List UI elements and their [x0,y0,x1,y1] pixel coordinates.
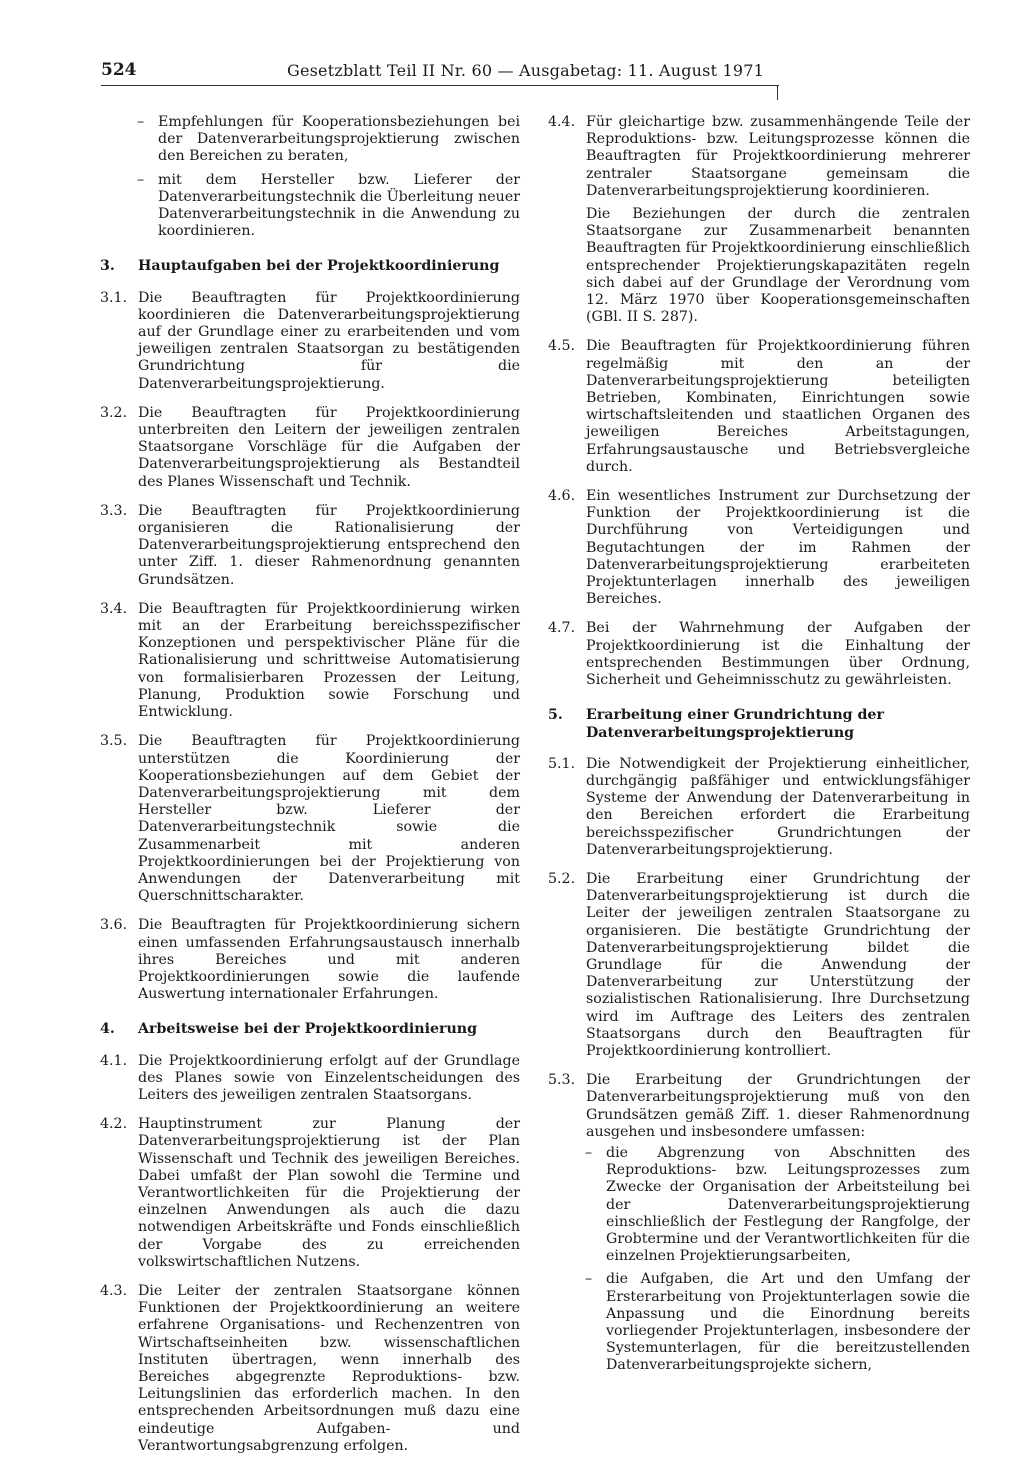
header-rule-tick [777,86,778,100]
page-header [101,60,779,86]
paragraph-text: Die Beauftragten für Projektkoordinierung wirken mit an der Erarbeitung bereichsspezifischer Konzeptionen und perspektivischer Pläne für die Rationalisierung und schrittweise Automatisierung von formalisierbaren Prozessen der Leitung, Planung, Produktion sowie Forschung und Entwicklung. [138,600,520,721]
paragraph-text: Die Notwendigkeit der Projektierung einheitlicher, durchgängig paßfähiger und entwicklungsfähiger Systeme der Anwendung der Datenverarbeitung in den Bereichen erfordert die Erarbeitung bereichsspezifischer Grundrichtungen der Datenverarbeitungsprojektierung. [586,755,970,858]
paragraph-3-5 [100,733,520,905]
paragraph-number: 3.2. [100,404,128,421]
paragraph-text: Für gleichartige bzw. zusammenhängende Teile der Reproduktions- bzw. Leitungsprozesse können die Beauftragten für Projektkoordinierung mehrerer zentraler Staatsorgane gemeinsam die Datenverarbeitungsprojektierung koordinieren. [586,114,970,199]
paragraph-text: Die Beauftragten für Projektkoordinierung unterbreiten den Leitern der jeweiligen zentralen Staatsorgane Vorschläge für die Aufgaben der Datenverarbeitungsprojektierung als Bestandteil des Planes Wissenschaft und Technik. [138,404,520,490]
paragraph-4-7 [548,620,970,689]
paragraph-number: 3.5. [100,733,128,750]
section-heading-4 [100,1021,520,1038]
paragraph-5-1 [548,756,970,859]
paragraph-number: 4.5. [548,338,576,355]
dash-item: – mit dem Hersteller bzw. Lieferer der Datenverarbeitungstechnik die Überleitung neuer Datenverarbeitungstechnik in die Anwendung zu koordinieren. [100,172,520,241]
paragraph-3-6 [100,917,520,1003]
paragraph-text: Die Beauftragten für Projektkoordinierung sichern einen umfassenden Erfahrungsaustausch innerhalb ihres Bereiches und mit anderen Projektkoordinierungen sowie die laufende Auswertung internationaler Erfahrungen. [138,917,520,1003]
paragraph-text: Die Beauftragten für Projektkoordinierung koordinieren die Datenverarbeitungsprojektierung auf der Grundlage einer zu erarbeitenden und vom jeweiligen zentralen Staatsorgan zu bestätigenden Grundrichtung für die Datenverarbeitungsprojektierung. [138,289,520,392]
paragraph-text: Ein wesentliches Instrument zur Durchsetzung der Funktion der Projektkoordinierung ist die Durchführung von Verteidigungen und Begutachtungen der im Rahmen der Datenverarbeitungsprojektierung erarbeiteten Projektunterlagen innerhalb des jeweiligen Bereiches. [586,488,970,608]
paragraph-4-3 [100,1283,520,1455]
dash-item: – die Aufgaben, die Art und den Umfang der Ersterarbeitung von Projektunterlagen sowie die Anpassung und die Einordnung bereits vorliegender Projektunterlagen, insbesondere der Systemunterlagen, für die bereitzustellenden Datenverarbeitungsprojekte sichern, [548,1271,970,1374]
page-number: 524 [101,60,137,80]
paragraph-text: Die Beauftragten für Projektkoordinierung unterstützen die Koordinierung der Kooperationsbeziehungen auf dem Gebiet der Datenverarbeitungsprojektierung mit dem Hersteller bzw. Lieferer der Datenverarbeitungstechnik sowie die Zusammenarbeit mit anderen Projektkoordinierungen bei der Projektierung von Anwendungen der Datenverarbeitung mit Querschnittscharakter. [138,733,520,905]
paragraph-number: 4.4. [548,114,576,130]
section-title: Erarbeitung einer Grundrichtung der Datenverarbeitungsprojektierung [586,707,884,741]
paragraph-text: Die Projektkoordinierung erfolgt auf der Grundlage des Planes sowie von Einzelentscheidungen des Leiters des jeweiligen zentralen Staatsorgans. [138,1052,520,1103]
paragraph-number: 4.7. [548,620,576,637]
paragraph-number: 3.4. [100,600,128,617]
section-number: 3. [100,258,115,275]
paragraph-text: Bei der Wahrnehmung der Aufgaben der Projektkoordinierung ist die Einhaltung der entsprechenden Bestimmungen über Ordnung, Sicherheit und Geheimnisschutz zu gewährleisten. [586,620,970,689]
section-number: 5. [548,707,563,724]
paragraph-3-2 [100,405,520,491]
paragraph-number: 4.2. [100,1116,128,1133]
section-heading-5 [548,707,970,741]
paragraph-text: Die Beauftragten für Projektkoordinierung organisieren die Rationalisierung der Datenverarbeitungsprojektierung entsprechend den unter Ziff. 1. dieser Rahmenordnung genannten Grundsätzen. [138,502,520,588]
paragraph-text: Die Erarbeitung der Grundrichtungen der Datenverarbeitungsprojektierung muß von den Grundsätzen gemäß Ziff. 1. dieser Rahmenordnung ausgehen und insbesondere umfassen: [586,1072,970,1140]
paragraph-text: Die Beauftragten für Projektkoordinierung führen regelmäßig mit den an der Datenverarbeitungsprojektierung beteiligten Betrieben, Kombinaten, Einrichtungen sowie wirtschaftsleitenden und staatlichen Organen des jeweiligen Bereiches Arbeitstagungen, Erfahrungsaustausche und Betriebsvergleiche durch. [586,338,970,475]
paragraph-5-2 [548,871,970,1060]
paragraph-text: Die Leiter der zentralen Staatsorgane können Funktionen der Projektkoordinierung an weitere erfahrene Organisations- und Rechenzentren von Wirtschaftseinheiten bzw. wissenschaftlichen Instituten übertragen, wenn innerhalb des Bereiches abgegrenzte Reproduktions- bzw. Leitungslinien das erforderlich machen. In den entsprechenden Arbeitsordnungen muß dazu eine eindeutige Aufgaben- und Verantwortungsabgrenzung erfolgen. [138,1282,520,1454]
right-column [548,114,970,1381]
paragraph-number: 3.3. [100,502,128,519]
paragraph-3-3 [100,503,520,589]
header-rule [101,85,779,86]
paragraph-4-1 [100,1053,520,1105]
paragraph-number: 3.1. [100,289,128,306]
paragraph-number: 4.6. [548,488,576,505]
paragraph-number: 5.1. [548,755,576,772]
paragraph-number: 3.6. [100,917,128,934]
paragraph-3-4 [100,601,520,721]
running-title: Gesetzblatt Teil II Nr. 60 — Ausgabetag: 11. August 1971 [287,61,765,80]
paragraph-number: 5.2. [548,870,576,887]
section-heading-3 [100,258,520,275]
paragraph-4-6 [548,488,970,608]
paragraph-number: 4.3. [100,1282,128,1299]
paragraph-3-1 [100,290,520,393]
section-number: 4. [100,1021,115,1038]
paragraph-4-4 [548,114,970,200]
paragraph-5-3 [548,1072,970,1141]
section-title: Hauptaufgaben bei der Projektkoordinierung [138,258,500,275]
dash-item: – die Abgrenzung von Abschnitten des Reproduktions- bzw. Leitungsprozesses zum Zwecke der Organisation der Arbeitsteilung bei der Datenverarbeitungsprojektierung einschließlich der Festlegung der Rangfolge, der Grobtermine und der Verantwortlichkeiten für die einzelnen Projektierungsarbeiten, [548,1145,970,1265]
paragraph-4-4-continued: Die Beziehungen der durch die zentralen Staatsorgane zur Zusammenarbeit benannten Beauftragten für Projektkoordinierung einschließlich entsprechender Projektierungskapazitäten regeln sich dabei auf der Grundlage der Verordnung vom 12. März 1970 über Kooperationsgemeinschaften (GBl. II S. 287). [586,206,970,326]
left-column [100,114,520,1467]
section-title: Arbeitsweise bei der Projektkoordinierung [138,1021,478,1038]
paragraph-number: 5.3. [548,1072,576,1089]
paragraph-4-2 [100,1116,520,1271]
paragraph-4-5 [548,338,970,476]
paragraph-number: 4.1. [100,1052,128,1069]
paragraph-text: Hauptinstrument zur Planung der Datenverarbeitungsprojektierung ist der Plan Wissenschaft und Technik des jeweiligen Bereiches. Dabei umfaßt der Plan sowohl die Termine und Verantwortlichkeiten für die Projektierung der einzelnen Anwendungen als auch die dazu notwendigen Arbeitskräfte und Fonds einschließlich der Vorgabe des zu erreichenden volkswirtschaftlichen Nutzens. [138,1116,520,1270]
paragraph-text: Die Erarbeitung einer Grundrichtung der Datenverarbeitungsprojektierung ist durch die Leiter der jeweiligen zentralen Staatsorgane zu organisieren. Die bestätigte Grundrichtung der Datenverarbeitungsprojektierung bildet die Grundlage für die Anwendung der Datenverarbeitung zur Unterstützung der sozialistischen Rationalisierung. Ihre Durchsetzung wird im Auftrage des Leiters des zentralen Staatsorgans durch den Beauftragten für Projektkoordinierung kontrolliert. [586,870,970,1059]
dash-item: – Empfehlungen für Kooperationsbeziehungen bei der Datenverarbeitungsprojektierung zwischen den Bereichen zu beraten, [100,114,520,166]
